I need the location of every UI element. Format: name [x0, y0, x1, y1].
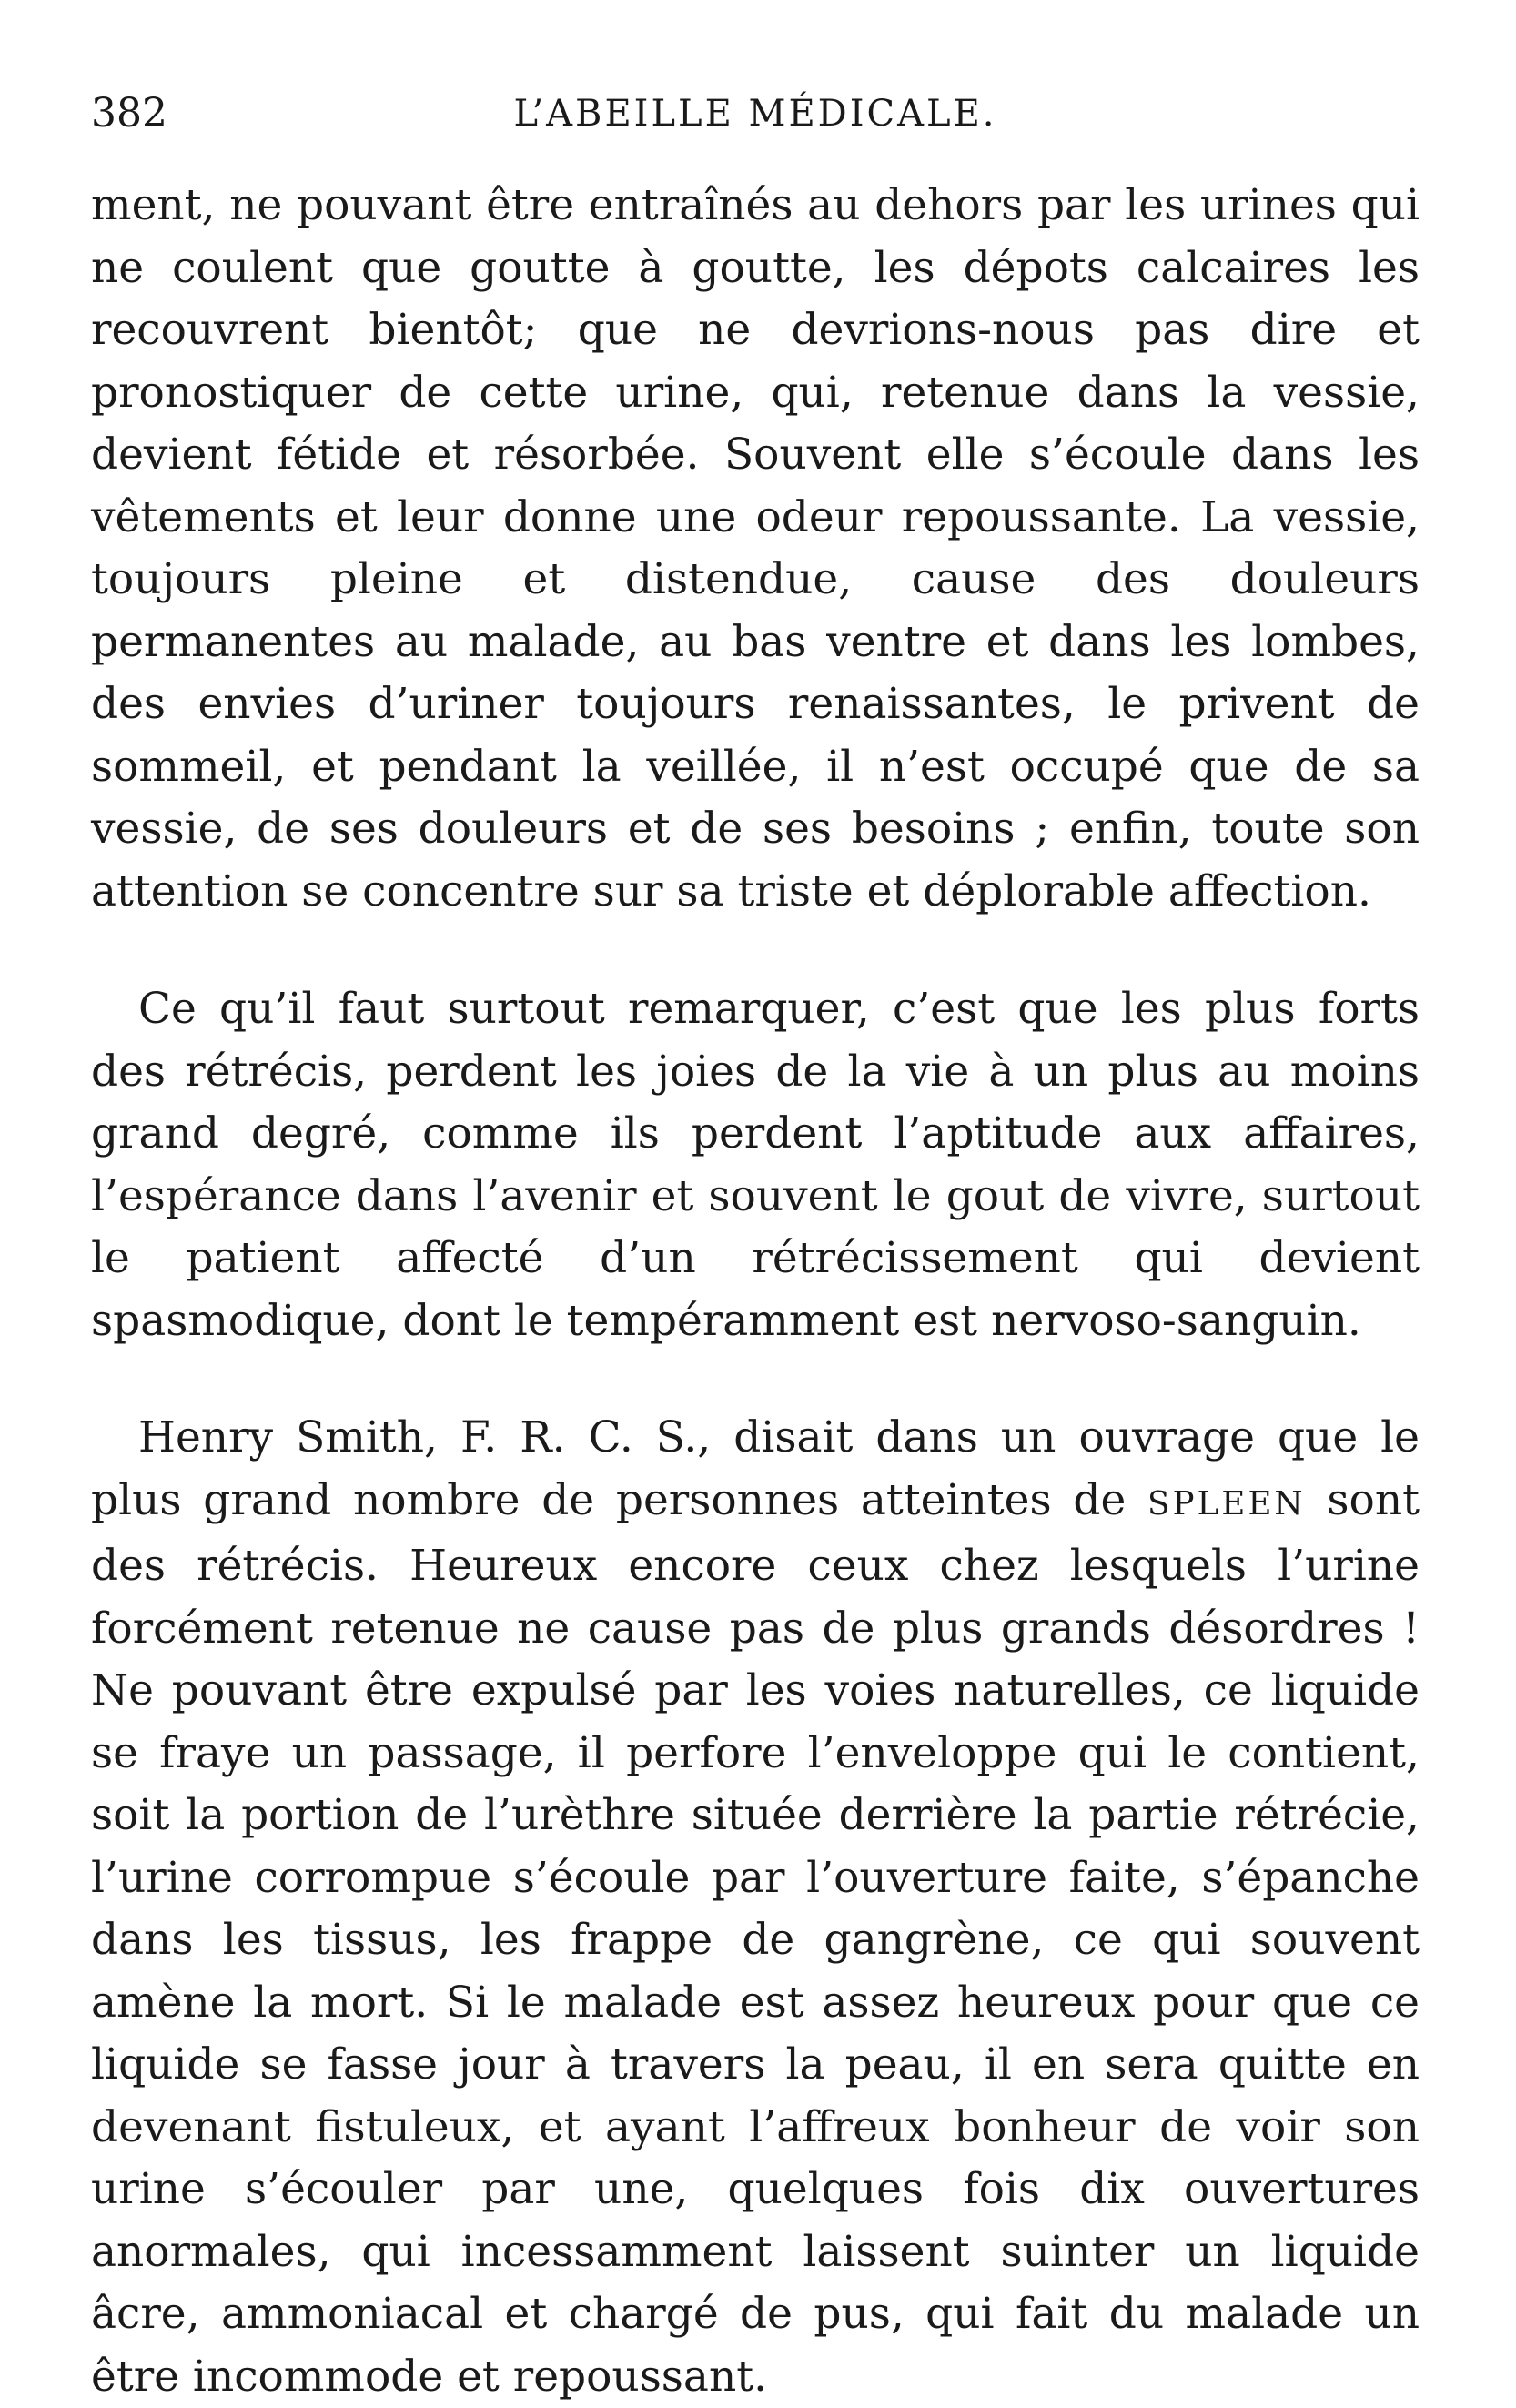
running-title: L’ABEILLE MÉDICALE. [513, 93, 997, 135]
paragraph-3-text-before: Henry Smith, F. R. C. S., disait dans un ouvrage que le plus grand nombre de personnes atteintes de [91, 1412, 1420, 1525]
paragraph-3 [91, 1407, 1420, 2408]
page-header [91, 86, 1420, 150]
body-text [91, 175, 1420, 2408]
paragraph-3-text-after: sont des rétrécis. Heureux encore ceux chez lesquels l’urine forcément retenue ne cause pas de plus grands désordres ! Ne pouvant être expulsé par les voies naturelles, ce liquide se fraye un passage, il perfore l’enveloppe qui le contient, soit la portion de l’urèthre située derrière la partie rétrécie, l’urine corrompue s’écoule par l’ouverture faite, s’épanche dans les tissus, les frappe de gangrène, ce qui souvent amène la mort. Si le malade est assez heureux pour que ce liquide se fasse jour à travers la peau, il en sera quitte en devenant fistuleux, et ayant l’affreux bonheur de voir son urine s’écouler par une, quelques fois dix ouvertures anormales, qui incessamment laissent suinter un liquide âcre, ammoniacal et chargé de pus, qui fait du malade un être incommode et repoussant. [91, 1474, 1420, 2402]
paragraph-2: Ce qu’il faut surtout remarquer, c’est que les plus forts des rétrécis, perdent les joies de la vie à un plus au moins grand degré, comme ils perdent l’aptitude aux affaires, l’espérance dans l’avenir et souvent le gout de vivre, surtout le patient affecté d’un rétrécissement qui devient spasmodique, dont le tempéramment est nervoso-sanguin. [91, 984, 1420, 1346]
page-number: 382 [91, 90, 167, 137]
small-caps-term: SPLEEN [1147, 1484, 1306, 1523]
paragraph-1: ment, ne pouvant être entraînés au dehors par les urines qui ne coulent que goutte à goutte, les dépots calcaires les recouvrent bientôt; que ne devrions-nous pas dire et pronostiquer de cette urine, qui, retenue dans la vessie, devient fétide et résorbée. Souvent elle s’écoule dans les vêtements et leur donne une odeur repoussante. La vessie, toujours pleine et distendue, cause des douleurs permanentes au malade, au bas ventre et dans les lombes, des envies d’uriner toujours renaissantes, le privent de sommeil, et pendant la veillée, il n’est occupé que de sa vessie, de ses douleurs et de ses besoins ; enfin, toute son attention se concentre sur sa triste et déplorable affection. [91, 180, 1420, 916]
